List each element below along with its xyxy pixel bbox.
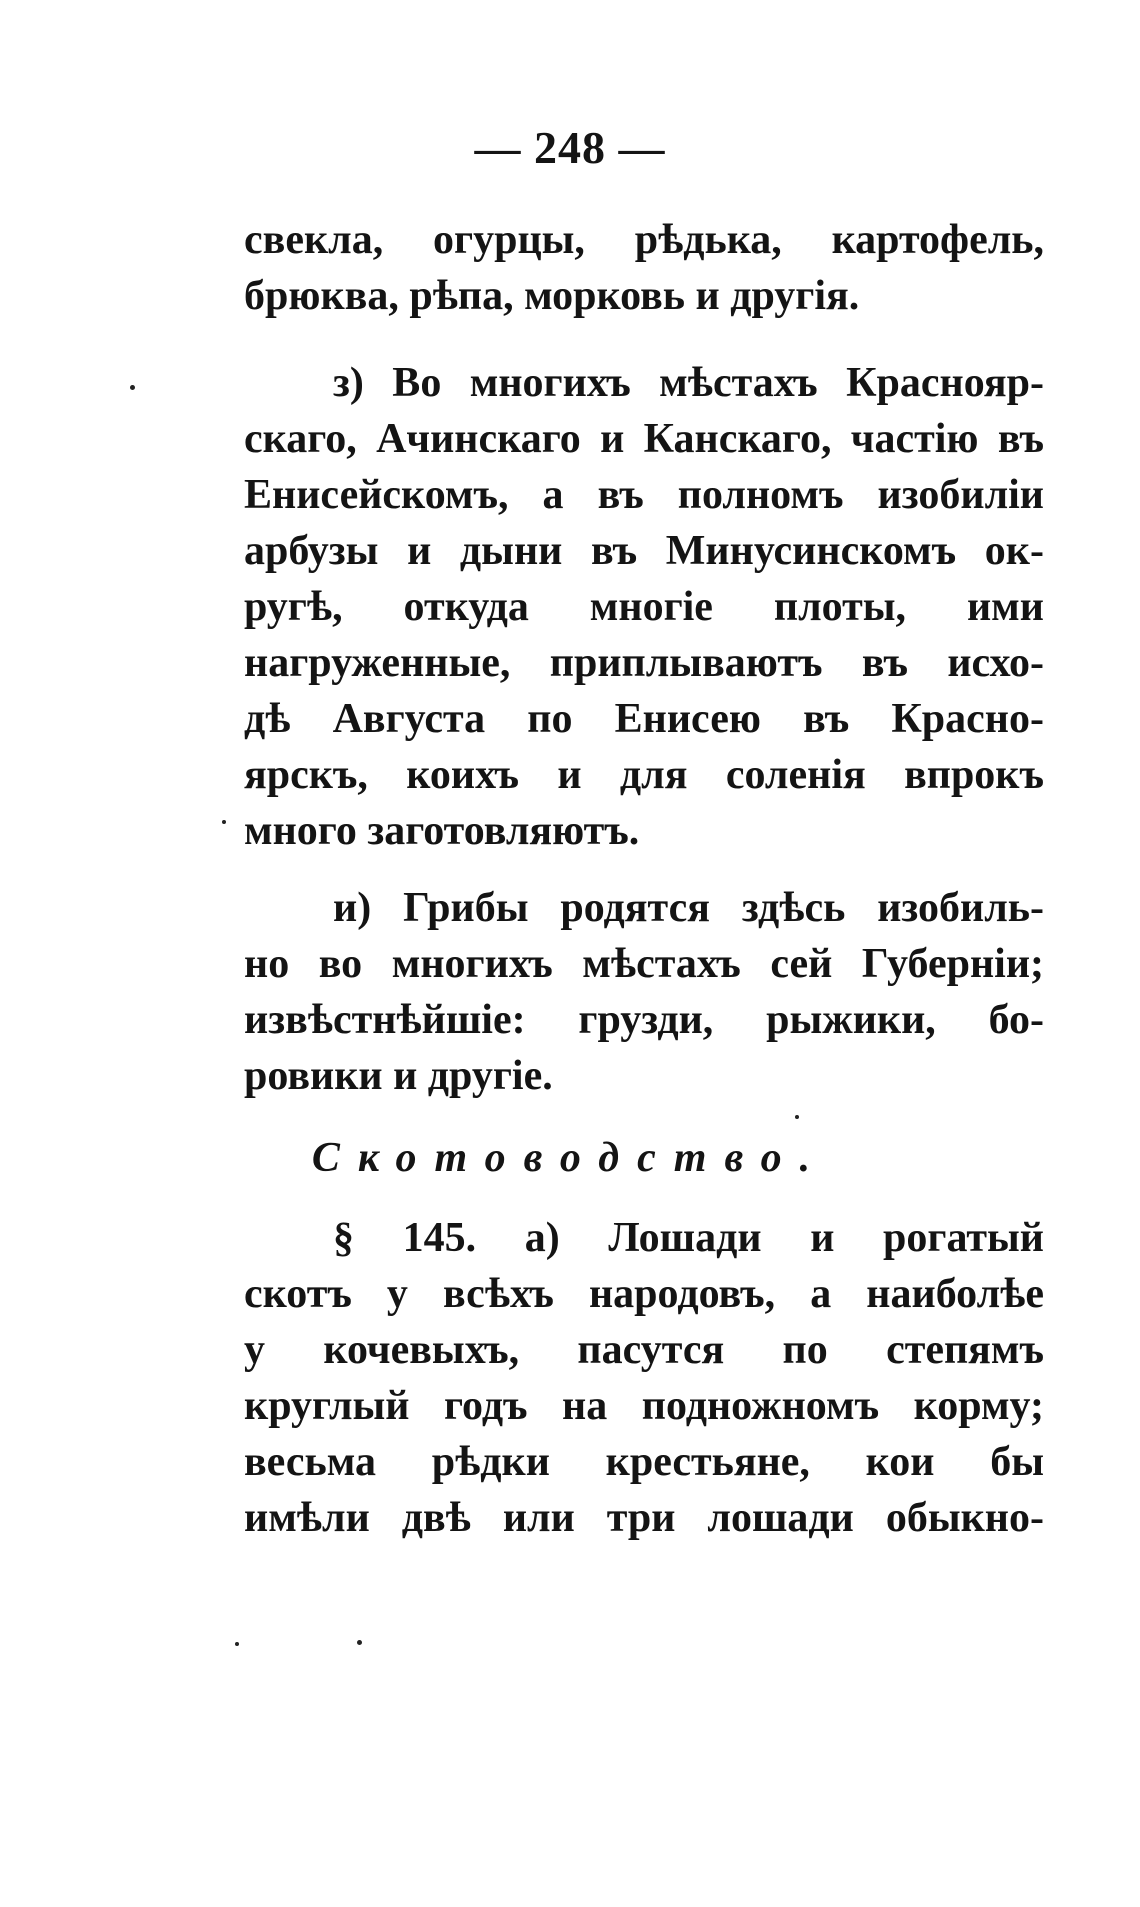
text-line: у кочевыхъ, пасутся по степямъ — [244, 1327, 1044, 1373]
text-line: имѣли двѣ или три лошади обыкно- — [244, 1495, 1044, 1541]
text-line: извѣстнѣйшіе: грузди, рыжики, бо- — [244, 997, 1044, 1043]
scan-speck — [130, 385, 135, 390]
scan-speck — [795, 1115, 799, 1119]
text-line: нагруженные, приплываютъ въ исхо- — [244, 640, 1044, 686]
text-line: ровики и другіе. — [244, 1053, 553, 1099]
text-line: скаго, Ачинскаго и Канскаго, частію въ — [244, 416, 1044, 462]
text-line: ругѣ, откуда многіе плоты, ими — [244, 584, 1044, 630]
section-heading: Скотоводство. — [311, 1135, 829, 1181]
text-line: и) Грибы родятся здѣсь изобиль- — [333, 885, 1044, 931]
text-line: арбузы и дыни въ Минусинскомъ ок- — [244, 528, 1044, 574]
scan-speck — [222, 820, 226, 824]
text-line: свекла, огурцы, рѣдька, картофель, — [244, 217, 1044, 263]
text-line: дѣ Августа по Енисею въ Красно- — [244, 696, 1044, 742]
page-number: — 248 — — [474, 122, 666, 173]
text-line: но во многихъ мѣстахъ сей Губерніи; — [244, 941, 1044, 987]
text-line: § 145. а) Лошади и рогатый — [333, 1215, 1044, 1261]
scan-speck — [357, 1640, 362, 1645]
text-line: ярскъ, коихъ и для соленія впрокъ — [244, 752, 1044, 798]
text-line: круглый годъ на подножномъ корму; — [244, 1383, 1044, 1429]
text-line: весьма рѣдки крестьяне, кои бы — [244, 1439, 1044, 1485]
text-line: Енисейскомъ, а въ полномъ изобиліи — [244, 472, 1044, 518]
text-line: брюква, рѣпа, морковь и другія. — [244, 273, 860, 319]
text-line: много заготовляютъ. — [244, 808, 640, 854]
text-line: з) Во многихъ мѣстахъ Краснояр- — [333, 360, 1044, 406]
text-line: скотъ у всѣхъ народовъ, а наиболѣе — [244, 1271, 1044, 1317]
scan-speck — [235, 1642, 239, 1646]
